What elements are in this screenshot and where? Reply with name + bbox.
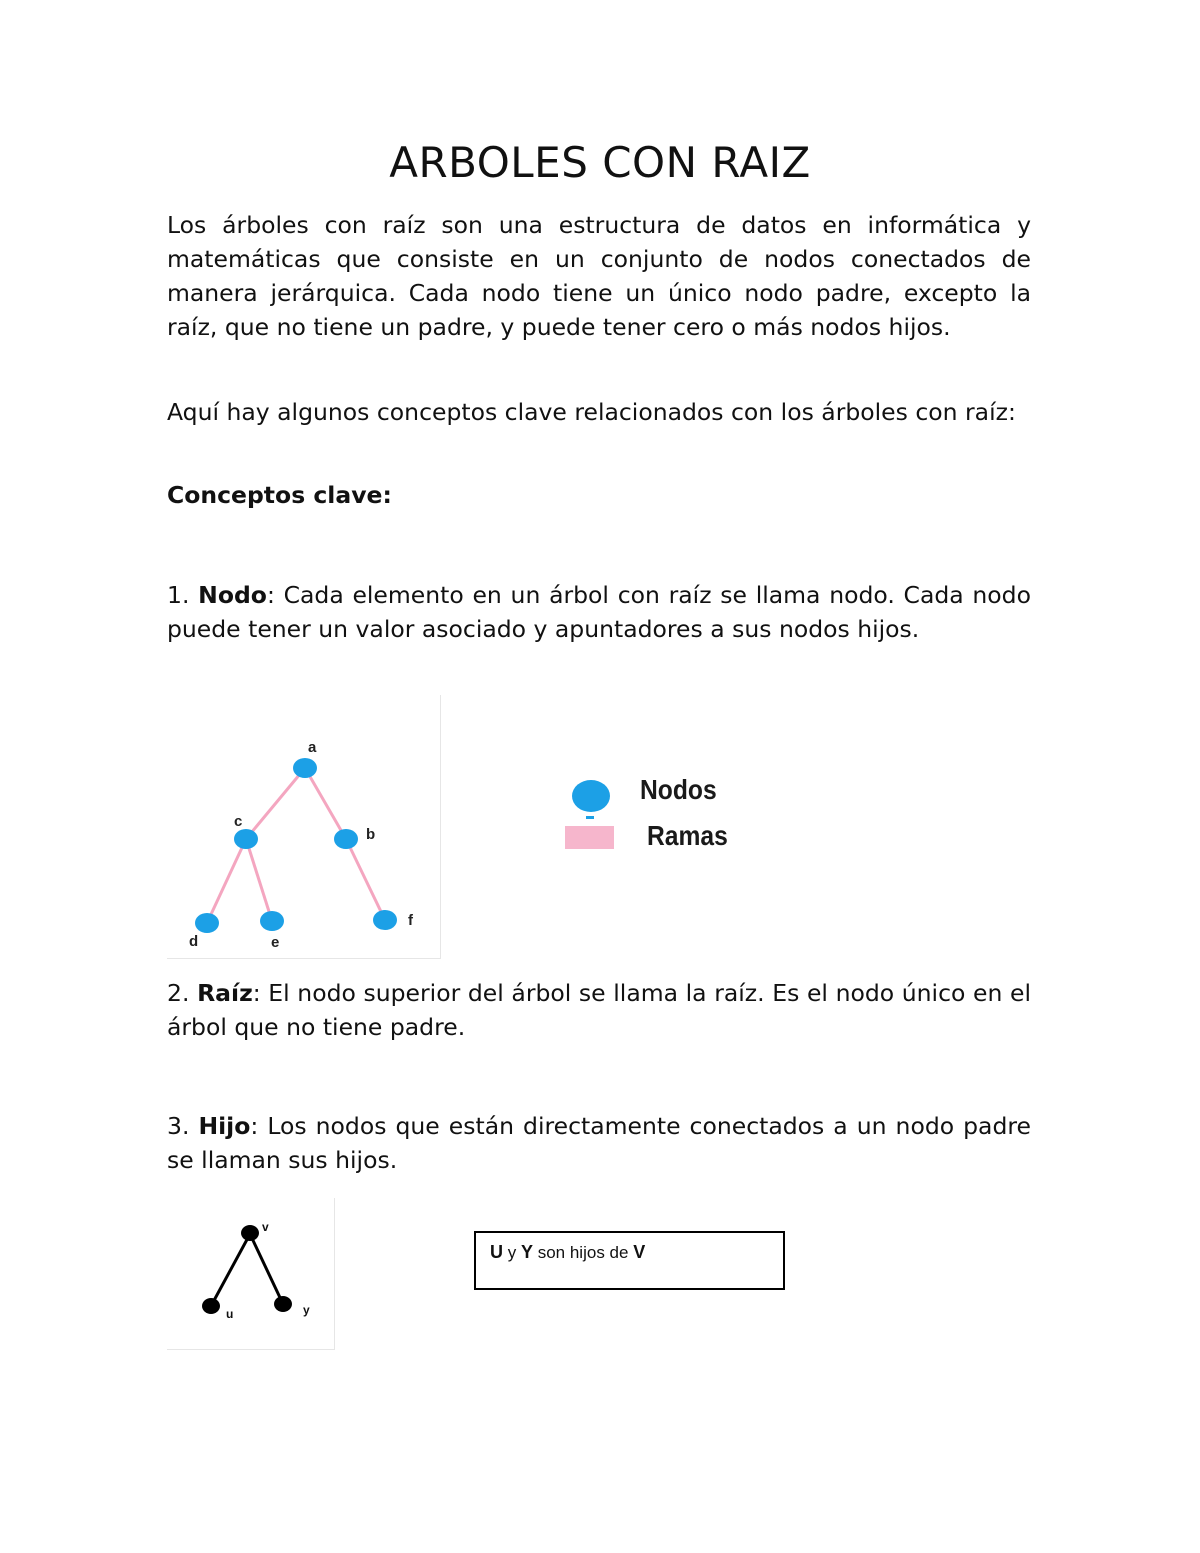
child-diagram	[167, 1198, 334, 1349]
tree-diagram	[167, 695, 440, 958]
node-b	[334, 829, 358, 849]
note-middle: son hijos de	[537, 1243, 629, 1262]
node-a	[293, 758, 317, 778]
node-c	[234, 829, 258, 849]
item-text: : El nodo superior del árbol se llama la raíz. Es el nodo único en el árbol que no tiene padre.	[167, 979, 1031, 1041]
branch-c-e	[246, 839, 272, 921]
item-term: Hijo	[198, 1112, 251, 1140]
node-y	[274, 1296, 292, 1312]
label-f: f	[408, 912, 413, 929]
label-y: y	[303, 1303, 310, 1317]
edge-v-y	[250, 1234, 283, 1304]
node-d	[195, 913, 219, 933]
item-term: Raíz	[197, 979, 253, 1007]
child-edges	[211, 1234, 283, 1306]
label-b: b	[366, 826, 376, 843]
children-note-box	[474, 1231, 785, 1290]
item-text: : Los nodos que están directamente conectados a un nodo padre se llaman sus hijos.	[167, 1112, 1031, 1174]
label-u: u	[226, 1307, 234, 1321]
label-v: v	[262, 1220, 269, 1234]
note-y: Y	[520, 1242, 533, 1262]
note-u: U	[490, 1242, 503, 1262]
legend-branches-label: Ramas	[647, 820, 728, 851]
concepts-heading: Conceptos clave:	[167, 481, 392, 509]
item-term: Nodo	[198, 581, 267, 609]
label-a: a	[308, 739, 317, 756]
tree-nodes	[195, 758, 397, 933]
concept-item-nodo	[167, 578, 1031, 646]
item-number: 2.	[167, 979, 190, 1007]
page-title: ARBOLES CON RAIZ	[389, 138, 811, 187]
node-f	[373, 910, 397, 930]
node-swatch-tick	[586, 816, 594, 819]
child-nodes	[202, 1225, 292, 1314]
branch-a-c	[246, 768, 305, 839]
label-c: c	[234, 813, 243, 830]
item-text: : Cada elemento en un árbol con raíz se llama nodo. Cada nodo puede tener un valor asociado y apuntadores a sus nodos hijos.	[167, 581, 1031, 643]
concepts-intro-paragraph: Aquí hay algunos conceptos clave relacionados con los árboles con raíz:	[167, 398, 1016, 426]
tree-figure	[167, 695, 441, 959]
edge-v-u	[211, 1234, 250, 1306]
branch-c-d	[207, 839, 246, 923]
label-d: d	[189, 933, 199, 950]
legend-nodes-label: Nodos	[640, 774, 717, 805]
branch-a-b	[305, 768, 346, 839]
note-y-word: y	[507, 1243, 517, 1262]
item-number: 1.	[167, 581, 190, 609]
node-e	[260, 911, 284, 931]
note-v: V	[633, 1242, 646, 1262]
tree-legend	[560, 770, 760, 860]
intro-paragraph: Los árboles con raíz son una estructura de datos en informática y matemáticas que consiste en un conjunto de nodos conectados de manera jerárquica. Cada nodo tiene un único nodo padre, excepto la raíz, que no tiene un padre, y puede tener cero o más nodos hijos.	[167, 211, 1031, 341]
child-figure	[167, 1198, 335, 1350]
concept-item-raiz	[167, 976, 1031, 1044]
label-e: e	[271, 934, 280, 951]
tree-branches	[207, 768, 385, 923]
legend-swatches	[560, 770, 620, 860]
node-u	[202, 1298, 220, 1314]
node-swatch-icon	[572, 780, 610, 812]
branch-swatch-icon	[565, 826, 614, 849]
concept-item-hijo	[167, 1109, 1031, 1177]
item-number: 3.	[167, 1112, 190, 1140]
node-v	[241, 1225, 259, 1241]
branch-b-f	[346, 839, 385, 920]
